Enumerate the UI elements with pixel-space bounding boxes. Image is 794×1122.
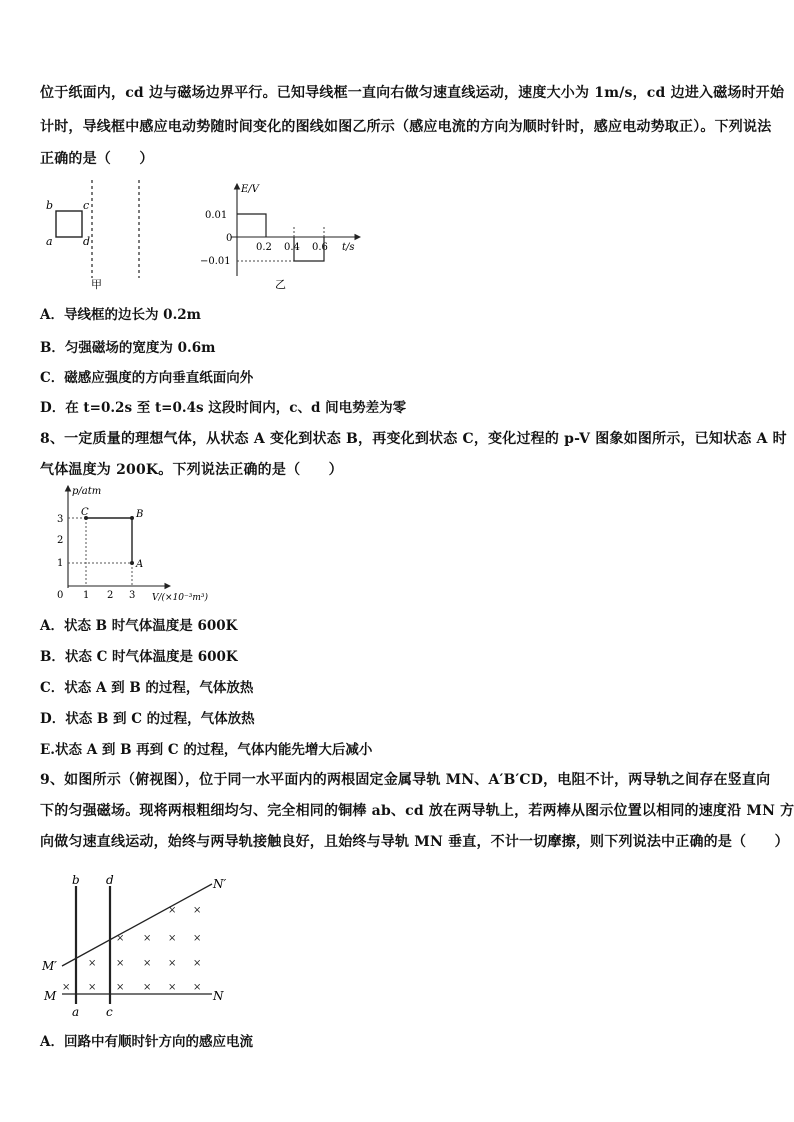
y-tick-neg: −0.01 (200, 256, 231, 267)
field-cross-11: × (62, 982, 71, 993)
q8-option-d: D．状态 B 到 C 的过程，气体放热 (40, 711, 255, 727)
field-cross-15: × (168, 982, 177, 993)
label-c: c (83, 199, 90, 212)
q8-pv-figure (40, 480, 220, 605)
field-cross-1: × (193, 905, 202, 916)
label-n-prime: N′ (213, 877, 227, 891)
field-cross-3: × (143, 933, 152, 944)
p-tick-1: 1 (57, 558, 64, 569)
field-cross-10: × (193, 958, 202, 969)
field-cross-4: × (168, 933, 177, 944)
p-axis-label: p/atm (72, 486, 102, 497)
q7-figure-jia (40, 178, 160, 293)
field-cross-16: × (193, 982, 202, 993)
wire-frame (56, 211, 82, 237)
label-d: d (106, 873, 114, 887)
q7-option-c: C．磁感应强度的方向垂直纸面向外 (40, 370, 254, 386)
field-cross-13: × (116, 982, 125, 993)
label-d: d (83, 235, 91, 248)
label-b: b (72, 873, 80, 887)
v-axis-label: V/(×10⁻³m³) (152, 593, 209, 603)
x-tick-0.6: 0.6 (312, 242, 328, 253)
p-tick-3: 3 (57, 514, 64, 525)
p-tick-2: 2 (57, 535, 64, 546)
label-b: b (46, 199, 54, 212)
y-tick-pos: 0.01 (205, 210, 228, 221)
q9-stem-line-3: 向做匀速直线运动，始终与两导轨接触良好，且始终与导轨 MN 垂直，不计一切摩擦，则下列说法中正确的是（ ） (40, 834, 789, 850)
emf-segment-positive (237, 214, 266, 237)
label-m-prime: M′ (42, 959, 58, 973)
q8-stem-line-2: 气体温度为 200K。下列说法正确的是（ ） (40, 462, 343, 478)
state-a-point (130, 561, 134, 565)
field-cross-9: × (168, 958, 177, 969)
q8-stem-line-1: 8、一定质量的理想气体，从状态 A 变化到状态 B，再变化到状态 C，变化过程的 p-V 图象如图所示，已知状态 A 时 (40, 431, 787, 447)
q7-stem-line-1: 位于纸面内，cd 边与磁场边界平行。已知导线框一直向右做匀速直线运动，速度大小为 1m/s，cd 边进入磁场时开始 (40, 85, 785, 101)
q8-option-c: C．状态 A 到 B 的过程，气体放热 (40, 680, 254, 696)
state-c-label: C (81, 507, 89, 518)
y-axis-label: E/V (241, 184, 259, 195)
label-n: N (213, 989, 224, 1003)
q9-stem-line-1: 9、如图所示（俯视图），位于同一水平面内的两根固定金属导轨 MN、A′B′CD，电阻不计，两导轨之间存在竖直向 (40, 772, 771, 788)
x-tick-0.4: 0.4 (284, 242, 300, 253)
q7-option-b: B．匀强磁场的宽度为 0.6m (40, 340, 216, 356)
label-a: a (46, 235, 53, 248)
x-axis-label: t/s (342, 242, 355, 253)
v-tick-1: 1 (83, 590, 90, 601)
v-tick-3: 3 (129, 590, 136, 601)
q7-figure-yi (195, 178, 370, 293)
origin-label: 0 (226, 233, 233, 244)
x-tick-0.2: 0.2 (256, 242, 272, 253)
field-cross-2: × (116, 933, 125, 944)
state-b-point (130, 516, 134, 520)
rail-m-prime-n-prime (62, 884, 212, 966)
q9-option-a: A．回路中有顺时针方向的感应电流 (40, 1034, 253, 1050)
q7-option-a: A．导线框的边长为 0.2m (40, 307, 201, 323)
field-cross-5: × (193, 933, 202, 944)
state-b-label: B (136, 509, 144, 520)
label-a: a (72, 1005, 80, 1019)
q7-stem-line-3: 正确的是（ ） (40, 151, 154, 167)
field-cross-12: × (88, 982, 97, 993)
q8-option-e: E.状态 A 到 B 再到 C 的过程，气体内能先增大后减小 (40, 742, 373, 758)
field-cross-7: × (116, 958, 125, 969)
field-cross-14: × (143, 982, 152, 993)
origin-label: 0 (57, 590, 64, 601)
q9-stem-line-2: 下的匀强磁场。现将两根粗细均匀、完全相同的铜棒 ab、cd 放在两导轨上，若两棒从图示位置以相同的速度沿 MN 方 (40, 803, 794, 819)
q8-option-a: A．状态 B 时气体温度是 600K (40, 618, 238, 634)
v-tick-2: 2 (107, 590, 114, 601)
q8-option-b: B．状态 C 时气体温度是 600K (40, 649, 238, 665)
q7-stem-line-2: 计时，导线框中感应电动势随时间变化的图线如图乙所示（感应电流的方向为顺时针时，感应电动势取正）。下列说法 (40, 119, 772, 135)
field-cross-8: × (143, 958, 152, 969)
label-c: c (106, 1005, 113, 1019)
caption-jia: 甲 (91, 278, 102, 291)
magnetic-field-crosses (62, 905, 201, 993)
caption-yi: 乙 (275, 278, 286, 291)
state-a-label: A (136, 559, 144, 570)
label-m: M (44, 989, 57, 1003)
q9-rails-figure (40, 870, 240, 1020)
q7-option-d: D．在 t=0.2s 至 t=0.4s 这段时间内，c、d 间电势差为零 (40, 400, 407, 416)
field-cross-6: × (88, 958, 97, 969)
field-cross-0: × (168, 905, 177, 916)
